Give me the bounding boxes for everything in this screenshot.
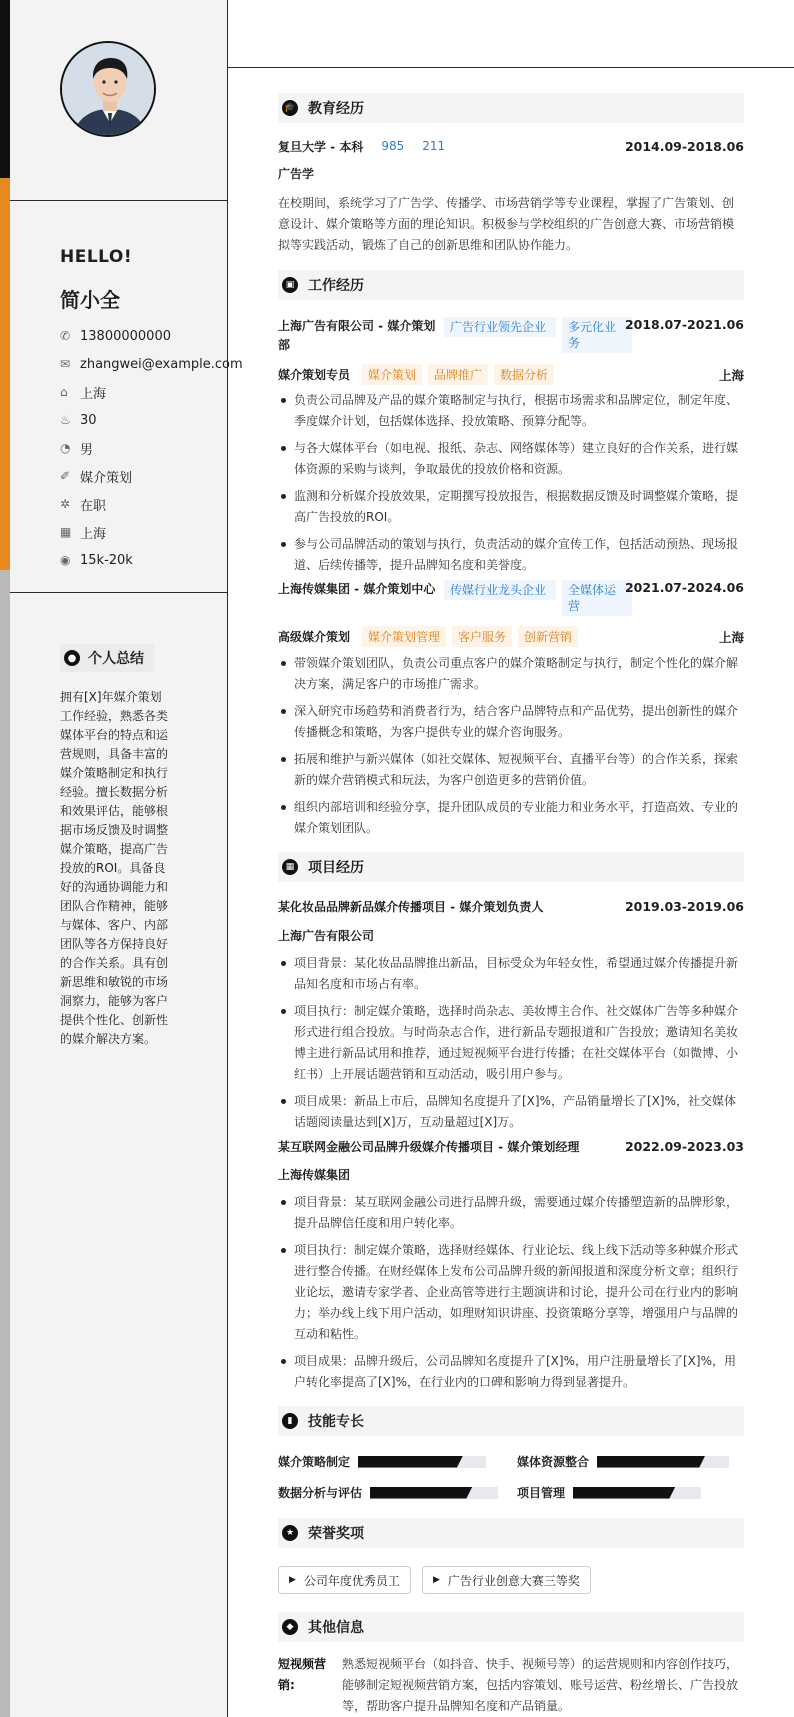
- accent-bar-orange: [0, 178, 10, 570]
- company-tag: 传媒行业龙头企业: [444, 580, 556, 600]
- info-phone: [60, 322, 243, 350]
- job-date: 2018.07-2021.06: [624, 317, 744, 332]
- phone-icon: ✆: [60, 329, 71, 343]
- list-item: 与各大媒体平台（如电视、报纸、杂志、网络媒体等）建立良好的合作关系，进行媒体资源的采购与谈判，争取最优的投放价格和资源。: [278, 438, 744, 480]
- skill-tag: 客户服务: [452, 626, 512, 647]
- project-name: 某化妆品品牌新品媒介传播项目 - 媒介策划负责人: [278, 900, 544, 914]
- company-name: 上海广告有限公司 - 媒介策划部: [278, 319, 436, 352]
- skill-name: 项目管理: [517, 1486, 566, 1500]
- summary-text: 拥有[X]年媒介策划工作经验，熟悉各类媒体平台的特点和运营规则，具备丰富的媒介策略制定和执行经验。擅长数据分析和效果评估，能够根据市场反馈及时调整媒介策略，提高广告投放的ROI。具备良好的沟通协调能力和团队合作精神，能够与媒体、客户、内部团队等各方保持良好的合作关系。具有创新思维和敏锐的市场洞察力，能够为客户提供个性化、创新性的媒介解决方案。: [60, 690, 169, 1046]
- project-details: [278, 953, 744, 1139]
- job-city: 上海: [718, 367, 744, 383]
- job-duties: [278, 653, 744, 845]
- info-gender: [60, 434, 243, 462]
- list-item: 拓展和维护与新兴媒体（如社交媒体、短视频平台、直播平台等）的合作关系，探索新的媒介营销模式和玩法，为客户创造更多的营销价值。: [278, 749, 744, 791]
- school-name: 复旦大学 - 本科: [278, 139, 364, 154]
- section-title: 工作经历: [308, 278, 364, 294]
- section-title: 教育经历: [308, 101, 364, 117]
- sidebar: [0, 0, 243, 1717]
- section-title: 技能专长: [308, 1414, 364, 1430]
- user-icon: ●: [64, 650, 80, 666]
- job-duties: [278, 390, 744, 582]
- email-icon: ✉: [60, 357, 71, 371]
- project-name: 某互联网金融公司品牌升级媒介传播项目 - 媒介策划经理: [278, 1140, 580, 1154]
- skill-name: 媒体资源整合: [517, 1455, 590, 1469]
- info-status: [60, 490, 243, 518]
- education-header: [278, 136, 744, 156]
- other-info-item: [278, 1654, 744, 1717]
- info-city: [60, 518, 243, 546]
- skill-fill: [370, 1487, 472, 1499]
- section-other: [278, 1612, 744, 1642]
- company-tag: 广告行业领先企业: [444, 317, 556, 337]
- job-role-row: [278, 626, 744, 647]
- header-divider: [228, 67, 794, 68]
- skill-tag: 品牌推广: [428, 364, 488, 385]
- award-name: 广告行业创意大赛三等奖: [447, 1573, 580, 1588]
- graduation-cap-icon: 🎓: [282, 100, 298, 116]
- job-role-row: [278, 364, 744, 385]
- education-desc: 在校期间，系统学习了广告学、传播学、市场营销学等专业课程，掌握了广告策划、创意设计、媒介策略等方面的理论知识。积极参与学校组织的广告创意大赛、市场营销模拟等实践活动，锻炼了自己的创新思维和团队协作能力。: [278, 196, 735, 252]
- list-item: 负责公司品牌及产品的媒介策略制定与执行，根据市场需求和品牌定位，制定年度、季度媒介计划，包括媒体选择、投放策略、预算分配等。: [278, 390, 744, 432]
- section-projects: [278, 852, 744, 882]
- play-icon: ▶: [433, 1575, 440, 1585]
- project-details: [278, 1192, 744, 1399]
- list-item: 带领媒介策划团队，负责公司重点客户的媒介策略制定与执行，制定个性化的媒介解决方案，满足客户的市场推广需求。: [278, 653, 744, 695]
- accent-bar-gray: [0, 570, 10, 1717]
- company-name: 上海传媒集团 - 媒介策划中心: [278, 582, 436, 596]
- award-list: [278, 1566, 744, 1596]
- job-role: 媒介策划专员: [278, 368, 351, 382]
- other-info-value: 熟悉短视频平台（如抖音、快手、视频号等）的运营规则和内容创作技巧，能够制定短视频营销方案，包括内容策划、账号运营、粉丝增长、广告投放等，帮助客户提升品牌知名度和产品销量。: [342, 1657, 739, 1713]
- section-awards: [278, 1518, 744, 1548]
- info-age: [60, 406, 243, 434]
- job-value: 媒介策划: [80, 470, 133, 486]
- other-info-key: 短视频营销:: [278, 1657, 327, 1692]
- info-location: [60, 378, 243, 406]
- skill-bar: [358, 1456, 486, 1468]
- phone-value: 13800000000: [80, 328, 171, 344]
- job-date: 2021.07-2024.06: [624, 580, 744, 595]
- info-job: [60, 462, 243, 490]
- gender-icon: ◔: [60, 441, 71, 455]
- contact-info-list: [60, 322, 243, 574]
- section-skills: [278, 1406, 744, 1436]
- summary-title: 个人总结: [88, 651, 144, 667]
- company-tag: 多元化业务: [562, 317, 632, 353]
- major: 广告学: [278, 167, 315, 181]
- project-header: [278, 898, 744, 915]
- skill-item: [278, 1484, 498, 1501]
- project-org: 上海传媒集团: [278, 1168, 351, 1182]
- project-date: 2022.09-2023.03: [624, 1139, 744, 1154]
- job-header: [278, 580, 744, 616]
- info-salary: [60, 546, 243, 574]
- award-chip: [278, 1566, 411, 1594]
- skill-tag: 媒介策划: [362, 364, 422, 385]
- city-icon: ▦: [60, 525, 72, 539]
- project-header: [278, 1138, 744, 1155]
- skill-fill: [358, 1456, 463, 1468]
- status-value: 在职: [80, 498, 107, 514]
- job-role: 高级媒介策划: [278, 630, 351, 644]
- accent-bar-black: [0, 0, 10, 178]
- list-item: 项目背景：某互联网金融公司进行品牌升级，需要通过媒介传播塑造新的品牌形象，提升品牌信任度和用户转化率。: [278, 1192, 744, 1234]
- skill-tag: 创新营销: [518, 626, 578, 647]
- skill-item: [278, 1453, 486, 1470]
- sidebar-divider: [10, 592, 227, 593]
- list-item: 项目执行：制定媒介策略，选择财经媒体、行业论坛、线上线下活动等多种媒介形式进行整合传播。在财经媒体上发布公司品牌升级的新闻报道和深度分析文章；组织行业论坛，邀请专家学者、企业高管等进行主题演讲和讨论，提升公司在行业内的影响力；举办线上线下用户活动，如理财知识讲座、投资策略分享等，增强用户与品牌的互动和粘性。: [278, 1240, 744, 1345]
- list-item: 项目背景：某化妆品品牌推出新品，目标受众为年轻女性，希望通过媒介传播提升新品知名度和市场占有率。: [278, 953, 744, 995]
- city-value: 上海: [80, 526, 107, 542]
- school-tag: 985: [381, 139, 405, 153]
- award-chip: [422, 1566, 591, 1594]
- job-city: 上海: [718, 629, 744, 645]
- skill-fill: [597, 1456, 705, 1468]
- location-value: 上海: [80, 386, 107, 402]
- company-tag: 全媒体运营: [562, 580, 632, 616]
- chart-icon: ▮: [282, 1413, 298, 1429]
- skill-tag: 数据分析: [494, 364, 554, 385]
- skill-fill: [573, 1487, 675, 1499]
- list-item: 项目执行：制定媒介策略，选择时尚杂志、美妆博主合作、社交媒体广告等多种媒介形式进行组合投放。与时尚杂志合作，进行新品专题报道和广告投放；邀请知名美妆博主进行新品试用和推荐，通过短视频平台进行传播；在社交媒体平台（如微博、小红书）上开展话题营销和互动活动，吸引用户参与。: [278, 1001, 744, 1085]
- job-icon: ✐: [60, 469, 71, 483]
- salary-value: 15k-20k: [80, 552, 133, 568]
- list-item: 监测和分析媒介投放效果，定期撰写投放报告，根据数据反馈及时调整媒介策略，提高广告投放的ROI。: [278, 486, 744, 528]
- grid-icon: ▦: [282, 859, 298, 875]
- play-icon: ▶: [289, 1575, 296, 1585]
- salary-icon: ◉: [60, 553, 71, 567]
- info-email: [60, 350, 243, 378]
- list-item: 项目成果：品牌升级后，公司品牌知名度提升了[X]%，用户注册量增长了[X]%，用户转化率提高了[X]%，在行业内的口碑和影响力得到显著提升。: [278, 1351, 744, 1393]
- skill-bar: [573, 1487, 701, 1499]
- section-work: [278, 270, 744, 300]
- sidebar-divider: [10, 200, 227, 201]
- project-org: 上海广告有限公司: [278, 929, 375, 943]
- list-item: 项目成果：新品上市后，品牌知名度提升了[X]%，产品销量增长了[X]%，社交媒体话题阅读量达到[X]万，互动量超过[X]万。: [278, 1091, 744, 1133]
- age-icon: ♨: [60, 413, 71, 427]
- gender-value: 男: [80, 442, 94, 458]
- greeting: HELLO!: [60, 247, 133, 267]
- summary-heading: [60, 644, 154, 672]
- skill-tag: 媒介策划管理: [362, 626, 446, 647]
- award-icon: ★: [282, 1525, 298, 1541]
- person-name: 简小全: [60, 288, 120, 312]
- avatar-portrait: [62, 43, 156, 137]
- info-icon: ◆: [282, 1619, 298, 1635]
- school-tag: 211: [422, 139, 446, 153]
- job-header: [278, 317, 744, 355]
- section-title: 荣誉奖项: [308, 1526, 364, 1542]
- home-icon: ⌂: [60, 385, 68, 399]
- list-item: 参与公司品牌活动的策划与执行，负责活动的媒介宣传工作，包括活动预热、现场报道、后续传播等，提升品牌知名度和美誉度。: [278, 534, 744, 576]
- award-name: 公司年度优秀员工: [303, 1573, 400, 1588]
- skill-name: 数据分析与评估: [278, 1486, 363, 1500]
- section-title: 项目经历: [308, 860, 364, 876]
- status-icon: ✲: [60, 497, 71, 511]
- education-date: 2014.09-2018.06: [624, 138, 744, 154]
- list-item: 深入研究市场趋势和消费者行为，结合客户品牌特点和产品优势，提出创新性的媒介传播概念和策略，为客户提供专业的媒介咨询服务。: [278, 701, 744, 743]
- list-item: 组织内部培训和经验分享，提升团队成员的专业能力和业务水平，打造高效、专业的媒介策划团队。: [278, 797, 744, 839]
- section-title: 其他信息: [308, 1620, 364, 1636]
- section-education: [278, 93, 744, 123]
- project-date: 2019.03-2019.06: [624, 899, 744, 914]
- avatar: [60, 41, 156, 137]
- skill-item: [517, 1453, 729, 1470]
- email-value: zhangwei@example.com: [80, 356, 243, 372]
- skill-name: 媒介策略制定: [278, 1455, 351, 1469]
- skill-item: [517, 1484, 701, 1501]
- skill-bar: [370, 1487, 498, 1499]
- skill-bar: [597, 1456, 729, 1468]
- age-value: 30: [80, 412, 97, 428]
- briefcase-icon: ▣: [282, 277, 298, 293]
